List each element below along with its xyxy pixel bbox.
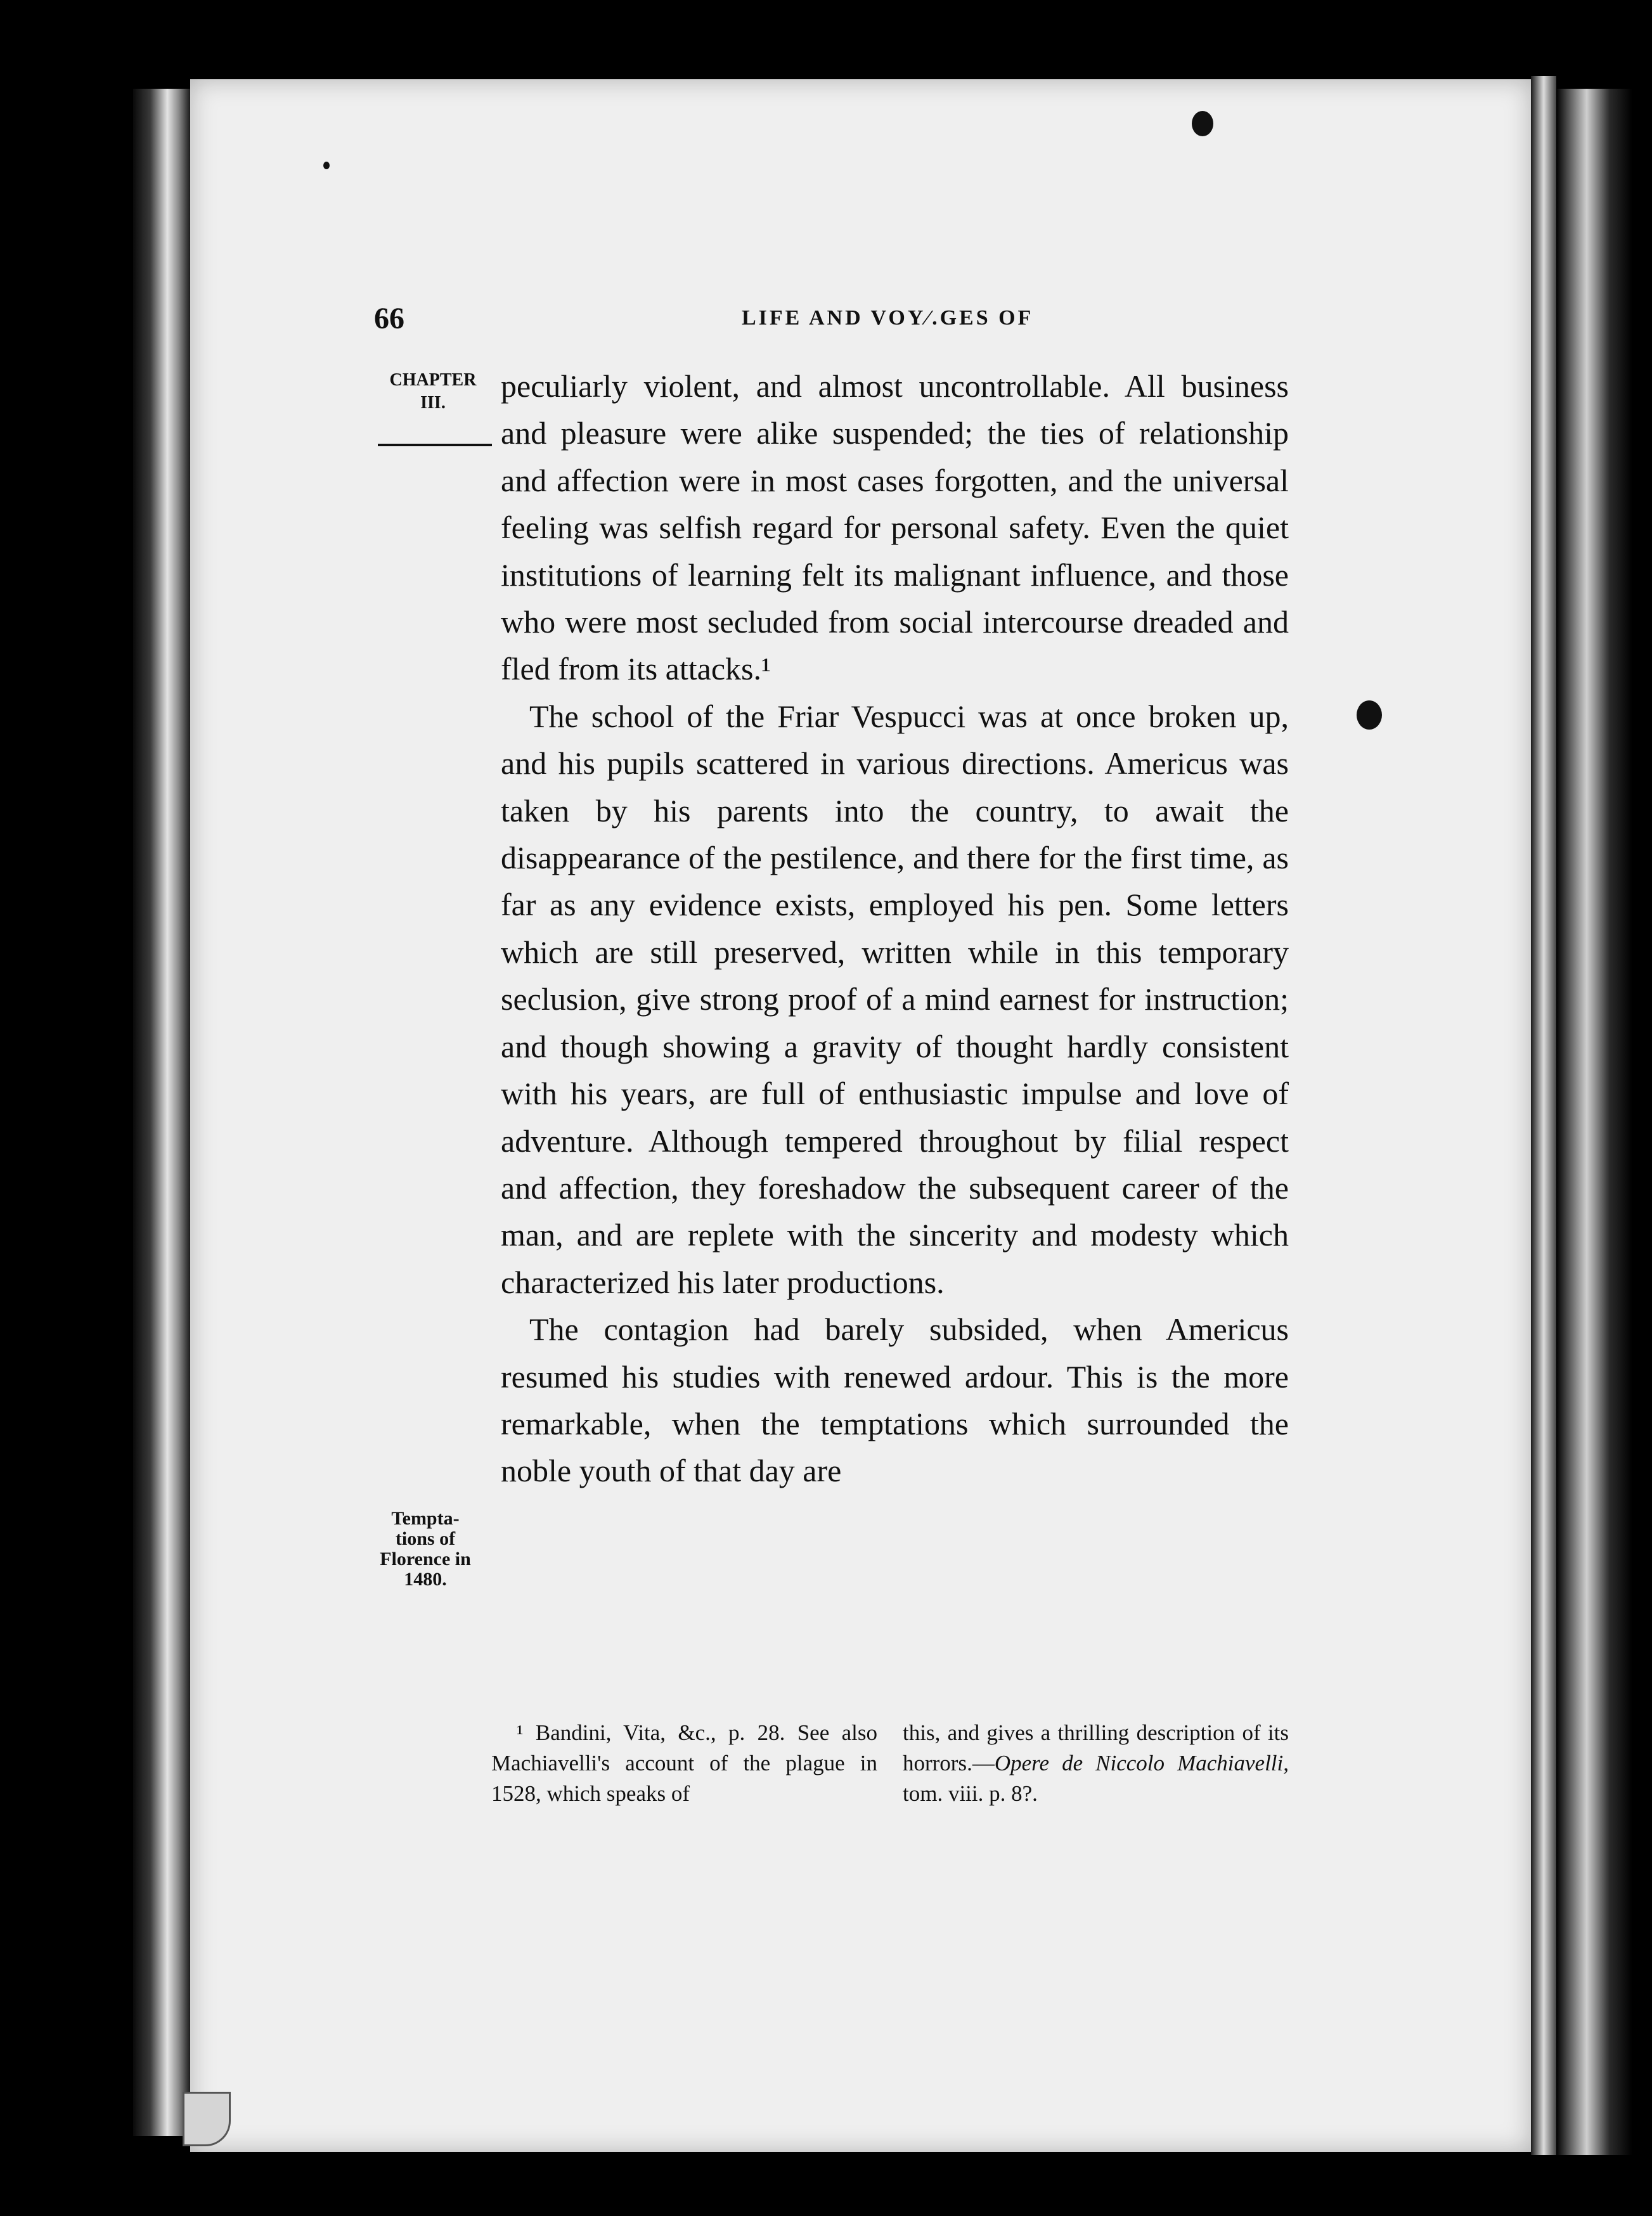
paragraph: The school of the Friar Vespucci was at once broken up, and his pupils scattered in various directions. Americus was taken by his parents into the country, to await the disappearance of the pestilence, and there for the first time, as far as any evidence exists, employed his pen. Some letters which are still preserved, written while in this temporary seclusion, give strong proof of a mind earnest for instruction; and though showing a gravity of thought hardly consistent with his years, are full of enthusiastic impulse and love of adventure. Although tempered throughout by filial respect and affection, they foreshadow the subsequent career of the man, and are replete with the sincerity and modesty which characterized his later productions. (501, 698, 1289, 1300)
paragraph: The contagion had barely subsided, when Americus resumed his studies with renewed ardour. This is the more remarkable, when the temptations which surrounded the noble youth of that day are (501, 1311, 1289, 1489)
running-head (374, 301, 1287, 345)
ink-spot (323, 162, 330, 169)
footnote-end: tom. viii. p. 8?. (903, 1781, 1038, 1806)
ink-spot (1357, 700, 1382, 730)
chapter-label: CHAPTER (389, 370, 477, 390)
chapter-rule (378, 444, 492, 446)
page-corner-curl (183, 2092, 231, 2146)
chapter-marginal-note (379, 369, 487, 415)
footnote-italic-title: Opere de Niccolo Machiavelli, (994, 1751, 1289, 1775)
ink-spot (1192, 111, 1213, 136)
chapter-number: III. (420, 393, 446, 413)
running-title: LIFE AND VOY⁄.GES OF (742, 306, 1034, 330)
side-note-line: tions of (395, 1528, 456, 1549)
footnotes (491, 1718, 1289, 1809)
book-spine-left (133, 89, 190, 2136)
side-note-line: Florence in (380, 1549, 471, 1569)
footnote-plain: this, and gives a thrilling description of its horrors.— (903, 1720, 1289, 1775)
side-note-line: 1480. (404, 1569, 447, 1590)
facing-page-edge (1556, 89, 1632, 2155)
page-number: 66 (374, 302, 404, 335)
side-note-line: Tempta- (391, 1508, 460, 1529)
paragraph: peculiarly violent, and almost uncontrollable. All business and pleasure were alike suspended; the ties of relationship and affection were in most cases forgotten, and the universal feeling was selfish regard for personal safety. Even the quiet institutions of learning felt its malignant influence, and those who were most secluded from social intercourse dreaded and fled from its attacks.¹ (501, 368, 1289, 687)
footnote-column-1 (491, 1718, 877, 1809)
page-edge-right (1531, 76, 1556, 2155)
footnote-text: ¹ Bandini, Vita, &c., p. 28. See also Machiavelli's account of the plague in 1528, which speaks of (491, 1720, 877, 1806)
footnote-column-2 (903, 1718, 1289, 1809)
side-note (359, 1509, 492, 1590)
body-text (501, 363, 1289, 1495)
footnote-text-continued (903, 1718, 1289, 1809)
